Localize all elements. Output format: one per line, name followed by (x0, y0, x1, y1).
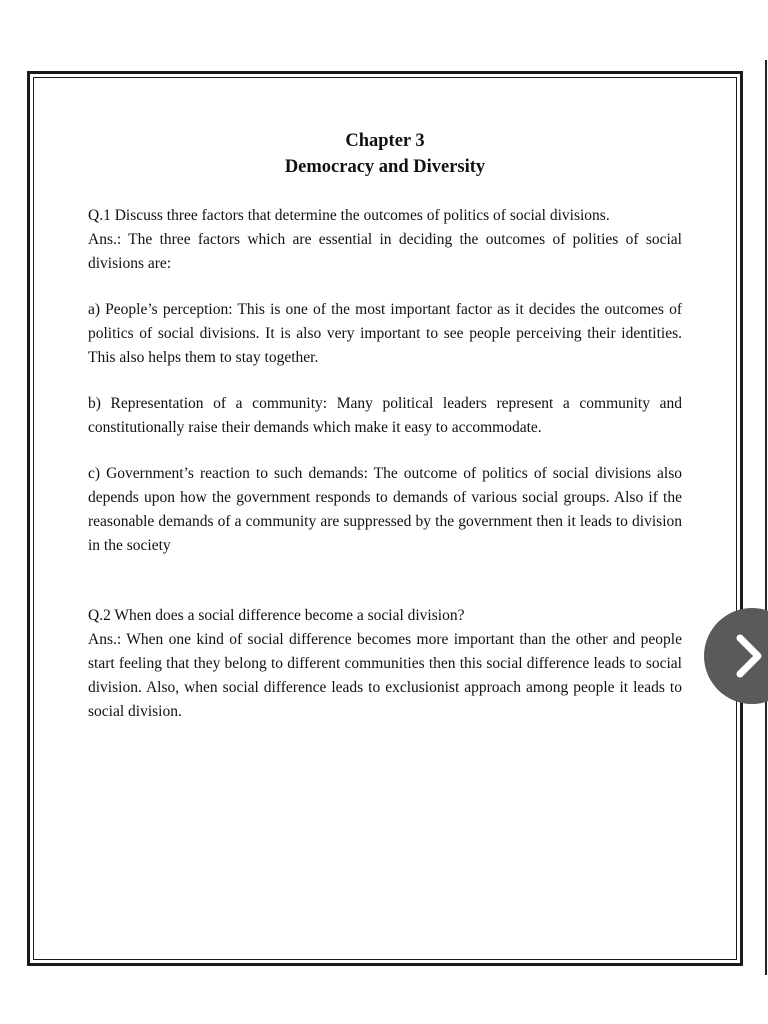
question-block-2 (88, 604, 682, 724)
chapter-title: Democracy and Diversity (284, 157, 486, 177)
chapter-heading (88, 128, 682, 180)
answer-1-point-c: c) Government’s reaction to such demands: The outcome of politics of social divisions also depends upon how the government responds to demands of various social groups. Also if the reasonable demands of a community are suppressed by the government then it leads to division in the society (88, 465, 682, 554)
question-1: Q.1 Discuss three factors that determine the outcomes of politics of social divisions. (88, 207, 610, 224)
question-block-1 (88, 204, 682, 558)
chevron-right-icon (734, 634, 764, 678)
answer-1-point-a: a) People’s perception: This is one of the most important factor as it decides the outcomes of politics of social divisions. It is also very important to see people perceiving their identities. This also helps them to stay together. (88, 301, 682, 366)
question-2: Q.2 When does a social difference become a social division? (88, 607, 465, 624)
answer-1-point-b: b) Representation of a community: Many political leaders represent a community and constitutionally raise their demands which make it easy to accommodate. (88, 395, 682, 436)
chapter-number: Chapter 3 (345, 131, 425, 151)
answer-2: Ans.: When one kind of social difference becomes more important than the other and people start feeling that they belong to different communities then this social difference leads to social division. Also, when social difference leads to exclusionist approach among people it leads to social division. (88, 631, 682, 720)
page-content (88, 128, 682, 724)
adjacent-page-edge (765, 60, 767, 975)
answer-1: Ans.: The three factors which are essential in deciding the outcomes of polities of social divisions are: (88, 231, 682, 272)
